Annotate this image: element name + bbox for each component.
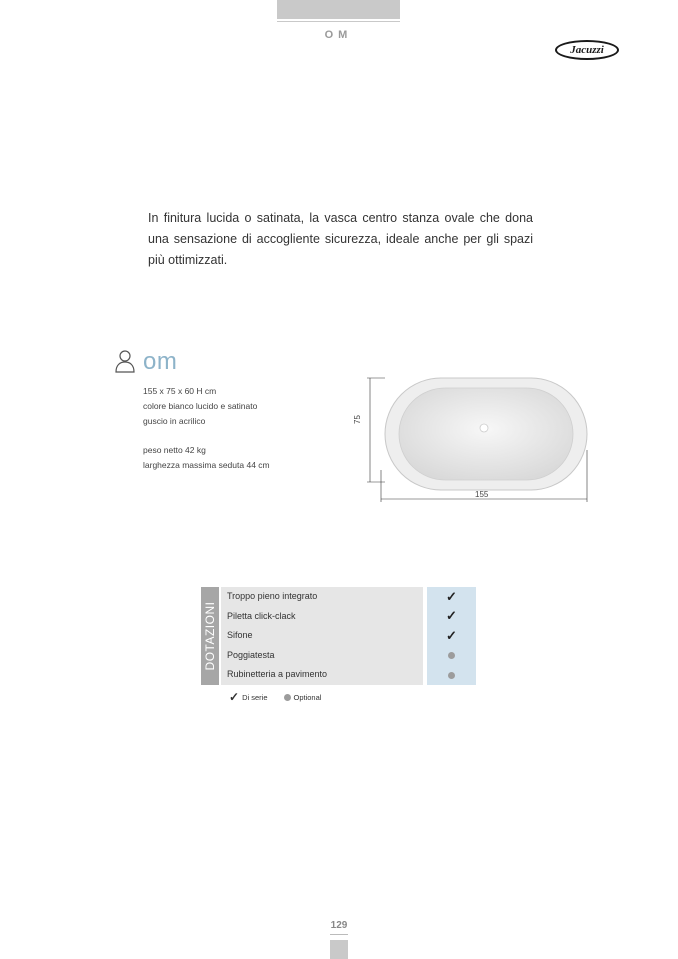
optional-dot-icon — [448, 672, 455, 679]
equipment-table — [201, 587, 476, 685]
equipment-row: Rubinetteria a pavimento — [227, 669, 328, 680]
brand-logo: Jacuzzi — [555, 40, 619, 60]
product-specs — [143, 384, 270, 473]
equipment-row: Poggiatesta — [227, 649, 275, 660]
checkmark-icon: ✓ — [446, 588, 457, 604]
top-divider — [277, 21, 400, 22]
width-dimension-label: 155 — [475, 490, 489, 499]
bathtub-top-view-drawing — [355, 370, 595, 505]
equipment-row: Piletta click-clack — [227, 610, 296, 621]
spec-dimensions: 155 x 75 x 60 H cm — [143, 386, 217, 396]
legend-optional-label: Optional — [293, 692, 322, 702]
bottom-divider — [330, 934, 348, 935]
legend-standard-label: Di serie — [242, 692, 268, 702]
checkmark-icon: ✓ — [446, 627, 457, 643]
page-number: 129 — [330, 920, 348, 931]
equipment-title: DOTAZIONI — [203, 601, 217, 671]
section-title: OM — [324, 29, 353, 41]
height-dimension-label: 75 — [353, 415, 362, 424]
optional-dot-icon — [448, 652, 455, 659]
spec-color: colore bianco lucido e satinato — [143, 401, 258, 411]
equipment-legend — [229, 690, 321, 704]
person-outline-icon — [114, 349, 136, 373]
equipment-row: Troppo pieno integrato — [227, 591, 318, 601]
equipment-rows — [221, 587, 423, 685]
spec-weight: peso netto 42 kg — [143, 445, 206, 455]
spec-material: guscio in acrilico — [143, 416, 206, 426]
equipment-tab — [201, 587, 219, 685]
optional-dot-icon — [284, 694, 291, 701]
intro-paragraph: In finitura lucida o satinata, la vasca centro stanza ovale che dona una sensazione di accogliente sicurezza, ideale anche per gli spazi più ottimizzati. — [148, 211, 533, 267]
top-decorative-bar — [277, 0, 400, 19]
bottom-decorative-bar — [330, 940, 348, 959]
spec-seat-width: larghezza massima seduta 44 cm — [143, 460, 270, 470]
equipment-marks — [427, 587, 476, 685]
checkmark-icon: ✓ — [229, 690, 240, 704]
equipment-row: Sifone — [227, 630, 253, 641]
checkmark-icon: ✓ — [446, 608, 457, 624]
model-name: om — [143, 348, 178, 375]
